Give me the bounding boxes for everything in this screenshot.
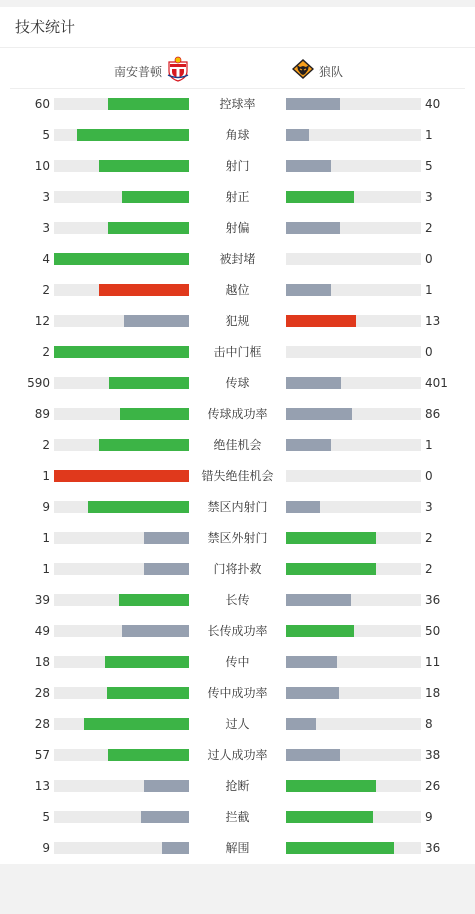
away-bar-track	[286, 811, 421, 823]
home-bar-track	[54, 718, 189, 730]
away-bar-track	[286, 191, 421, 203]
away-bar-track	[286, 687, 421, 699]
teams-header	[0, 54, 475, 88]
home-value: 28	[34, 686, 50, 700]
away-bar-fill	[286, 811, 373, 823]
away-value: 3	[425, 500, 433, 514]
home-bar-fill	[77, 129, 190, 141]
away-bar-fill	[286, 532, 376, 544]
away-team[interactable]	[291, 54, 343, 88]
away-value: 8	[425, 717, 433, 731]
away-bar-fill	[286, 98, 340, 110]
away-bar-fill	[286, 222, 340, 234]
home-bar-fill	[124, 315, 189, 327]
home-bar-track	[54, 253, 189, 265]
stat-label: 长传成功率	[207, 624, 268, 638]
away-value: 1	[425, 128, 433, 142]
wolves-crest-icon	[291, 58, 315, 84]
stat-row	[0, 461, 475, 492]
home-value: 89	[34, 407, 50, 421]
away-bar-track	[286, 377, 421, 389]
home-bar-fill	[99, 439, 189, 451]
stat-label: 越位	[225, 283, 250, 297]
stat-label: 门将扑救	[213, 562, 262, 576]
stat-label: 射门	[225, 159, 250, 173]
stat-label: 传球成功率	[207, 407, 268, 421]
away-bar-track	[286, 470, 421, 482]
home-bar-track	[54, 191, 189, 203]
home-bar-track	[54, 284, 189, 296]
home-value: 1	[42, 531, 50, 545]
home-bar-fill	[99, 160, 189, 172]
away-bar-track	[286, 160, 421, 172]
home-value: 2	[42, 345, 50, 359]
home-value: 10	[34, 159, 50, 173]
stat-label: 抢断	[225, 779, 250, 793]
stat-row	[0, 554, 475, 585]
stats-card	[0, 7, 475, 864]
home-bar-track	[54, 687, 189, 699]
away-value: 2	[425, 531, 433, 545]
stat-row	[0, 740, 475, 771]
home-value: 9	[42, 841, 50, 855]
away-bar-fill	[286, 842, 394, 854]
stats-list	[0, 89, 475, 864]
home-bar-fill	[122, 625, 189, 637]
home-value: 590	[27, 376, 50, 390]
away-team-name: 狼队	[319, 64, 344, 79]
home-bar-fill	[108, 749, 189, 761]
stat-row	[0, 182, 475, 213]
home-bar-track	[54, 98, 189, 110]
away-value: 11	[425, 655, 441, 669]
home-bar-fill	[141, 811, 189, 823]
home-bar-track	[54, 129, 189, 141]
home-bar-track	[54, 408, 189, 420]
away-value: 1	[425, 283, 433, 297]
away-bar-fill	[286, 377, 341, 389]
home-value: 12	[34, 314, 50, 328]
away-value: 5	[425, 159, 433, 173]
section-title: 技术统计	[15, 18, 76, 36]
away-bar-fill	[286, 749, 340, 761]
home-value: 2	[42, 283, 50, 297]
away-bar-track	[286, 408, 421, 420]
away-bar-fill	[286, 563, 376, 575]
away-value: 1	[425, 438, 433, 452]
stat-label: 过人成功率	[207, 748, 268, 762]
stat-row	[0, 430, 475, 461]
away-bar-track	[286, 842, 421, 854]
home-value: 3	[42, 221, 50, 235]
stat-row	[0, 399, 475, 430]
home-value: 13	[34, 779, 50, 793]
away-bar-track	[286, 532, 421, 544]
home-value: 9	[42, 500, 50, 514]
stat-label: 传中成功率	[207, 686, 268, 700]
home-bar-track	[54, 656, 189, 668]
away-value: 0	[425, 469, 433, 483]
home-bar-track	[54, 346, 189, 358]
home-value: 49	[34, 624, 50, 638]
home-value: 60	[34, 97, 50, 111]
stat-label: 长传	[225, 593, 250, 607]
away-bar-track	[286, 625, 421, 637]
away-bar-fill	[286, 191, 354, 203]
home-bar-fill	[88, 501, 189, 513]
home-value: 1	[42, 469, 50, 483]
home-bar-track	[54, 470, 189, 482]
home-bar-fill	[109, 377, 189, 389]
away-bar-track	[286, 315, 421, 327]
home-bar-track	[54, 160, 189, 172]
stat-row	[0, 678, 475, 709]
home-value: 39	[34, 593, 50, 607]
away-bar-fill	[286, 315, 356, 327]
home-value: 1	[42, 562, 50, 576]
stat-label: 禁区内射门	[207, 500, 268, 514]
home-bar-track	[54, 377, 189, 389]
away-bar-track	[286, 346, 421, 358]
home-bar-fill	[162, 842, 189, 854]
away-value: 2	[425, 562, 433, 576]
home-bar-track	[54, 222, 189, 234]
away-value: 36	[425, 593, 441, 607]
stat-row	[0, 337, 475, 368]
home-team-name: 南安普顿	[113, 64, 162, 79]
away-bar-fill	[286, 656, 337, 668]
stat-row	[0, 275, 475, 306]
away-bar-fill	[286, 408, 352, 420]
home-bar-track	[54, 749, 189, 761]
home-bar-track	[54, 315, 189, 327]
away-bar-track	[286, 222, 421, 234]
home-bar-fill	[144, 563, 189, 575]
home-bar-track	[54, 780, 189, 792]
stat-row	[0, 492, 475, 523]
home-value: 18	[34, 655, 50, 669]
stat-row	[0, 771, 475, 802]
away-bar-track	[286, 718, 421, 730]
home-bar-track	[54, 842, 189, 854]
stat-row	[0, 802, 475, 833]
home-bar-fill	[99, 284, 189, 296]
away-bar-fill	[286, 718, 316, 730]
away-value: 0	[425, 252, 433, 266]
away-bar-track	[286, 501, 421, 513]
home-bar-fill	[108, 222, 189, 234]
stat-row	[0, 306, 475, 337]
stat-label: 传中	[225, 655, 250, 669]
southampton-crest-icon	[167, 56, 189, 86]
stat-label: 射正	[225, 190, 250, 204]
away-value: 13	[425, 314, 441, 328]
stat-row	[0, 523, 475, 554]
stat-label: 被封堵	[219, 252, 256, 266]
stat-row	[0, 151, 475, 182]
home-bar-fill	[108, 98, 189, 110]
away-bar-fill	[286, 594, 351, 606]
home-value: 5	[42, 810, 50, 824]
home-team[interactable]	[114, 54, 189, 88]
stat-row	[0, 616, 475, 647]
away-value: 401	[425, 376, 448, 390]
stat-label: 绝佳机会	[213, 438, 262, 452]
stat-label: 控球率	[219, 97, 256, 111]
home-value: 4	[42, 252, 50, 266]
stat-row	[0, 833, 475, 864]
stat-row	[0, 120, 475, 151]
home-value: 57	[34, 748, 50, 762]
away-bar-fill	[286, 780, 376, 792]
stat-row	[0, 213, 475, 244]
home-bar-fill	[119, 594, 189, 606]
home-value: 28	[34, 717, 50, 731]
home-bar-fill	[144, 780, 189, 792]
home-bar-track	[54, 811, 189, 823]
away-bar-fill	[286, 284, 331, 296]
away-value: 0	[425, 345, 433, 359]
away-bar-fill	[286, 625, 354, 637]
away-value: 86	[425, 407, 441, 421]
stat-label: 犯规	[225, 314, 250, 328]
stat-row	[0, 585, 475, 616]
away-value: 2	[425, 221, 433, 235]
home-value: 2	[42, 438, 50, 452]
stat-label: 击中门框	[213, 345, 262, 359]
away-bar-fill	[286, 160, 331, 172]
away-bar-track	[286, 439, 421, 451]
away-bar-fill	[286, 129, 309, 141]
home-bar-fill	[54, 346, 189, 358]
away-bar-track	[286, 749, 421, 761]
away-bar-track	[286, 284, 421, 296]
home-bar-track	[54, 501, 189, 513]
stat-label: 过人	[225, 717, 250, 731]
away-bar-track	[286, 98, 421, 110]
stat-row	[0, 647, 475, 678]
stat-row	[0, 244, 475, 275]
stat-label: 射偏	[225, 221, 250, 235]
away-value: 38	[425, 748, 441, 762]
away-bar-track	[286, 594, 421, 606]
away-value: 18	[425, 686, 441, 700]
home-bar-fill	[105, 656, 189, 668]
home-bar-track	[54, 439, 189, 451]
away-bar-track	[286, 780, 421, 792]
home-bar-fill	[54, 470, 189, 482]
stat-row	[0, 709, 475, 740]
away-bar-track	[286, 129, 421, 141]
away-bar-fill	[286, 501, 320, 513]
stat-label: 错失绝佳机会	[201, 469, 274, 483]
away-bar-fill	[286, 687, 339, 699]
home-bar-track	[54, 532, 189, 544]
title-divider	[0, 47, 475, 48]
stat-label: 解围	[225, 841, 250, 855]
away-bar-fill	[286, 439, 331, 451]
away-bar-track	[286, 253, 421, 265]
away-value: 3	[425, 190, 433, 204]
away-bar-track	[286, 563, 421, 575]
home-bar-track	[54, 594, 189, 606]
stat-label: 传球	[225, 376, 250, 390]
away-value: 50	[425, 624, 441, 638]
home-bar-fill	[54, 253, 189, 265]
stat-label: 拦截	[225, 810, 250, 824]
home-value: 5	[42, 128, 50, 142]
home-bar-fill	[144, 532, 189, 544]
stat-row	[0, 89, 475, 120]
stat-row	[0, 368, 475, 399]
away-value: 36	[425, 841, 441, 855]
home-bar-track	[54, 563, 189, 575]
home-value: 3	[42, 190, 50, 204]
away-value: 9	[425, 810, 433, 824]
home-bar-track	[54, 625, 189, 637]
home-bar-fill	[107, 687, 189, 699]
home-bar-fill	[120, 408, 189, 420]
home-bar-fill	[122, 191, 190, 203]
stat-label: 禁区外射门	[207, 531, 268, 545]
home-bar-fill	[84, 718, 189, 730]
stat-label: 角球	[225, 128, 250, 142]
away-value: 26	[425, 779, 441, 793]
away-bar-track	[286, 656, 421, 668]
away-value: 40	[425, 97, 441, 111]
